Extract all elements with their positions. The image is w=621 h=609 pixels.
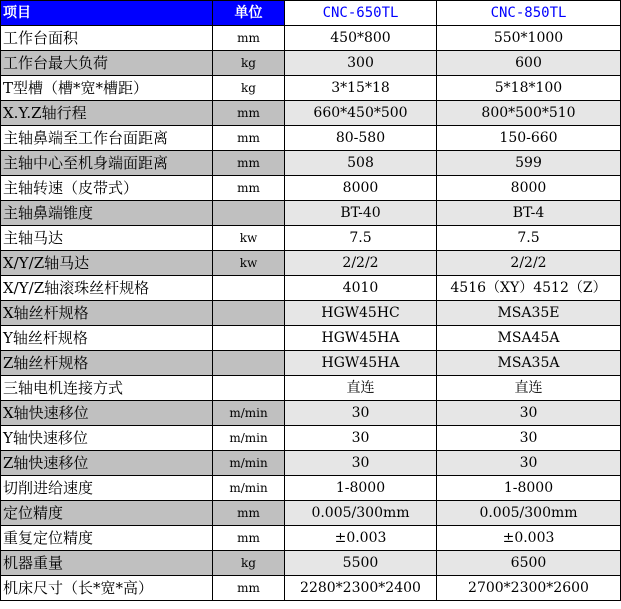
spec-value-a-cell: 80-580 (285, 126, 437, 151)
spec-name-cell: X轴丝杆规格 (1, 301, 213, 326)
spec-unit-cell: kg (213, 76, 285, 101)
spec-unit-cell: m/min (213, 476, 285, 501)
spec-value-b-cell: 7.5 (437, 226, 621, 251)
table-row (1, 226, 621, 251)
header-unit: 单位 (213, 1, 285, 26)
table-row (1, 276, 621, 301)
spec-name-cell: 工作台面积 (1, 26, 213, 51)
table-row (1, 476, 621, 501)
spec-value-a-cell: 508 (285, 151, 437, 176)
spec-value-a-cell: 30 (285, 426, 437, 451)
spec-value-b-cell: 599 (437, 151, 621, 176)
spec-unit-cell: kw (213, 226, 285, 251)
spec-unit-cell (213, 326, 285, 351)
spec-value-b-cell: ±0.003 (437, 526, 621, 551)
spec-value-b-cell: 6500 (437, 551, 621, 576)
spec-name-cell: X.Y.Z轴行程 (1, 101, 213, 126)
spec-value-a-cell: 30 (285, 451, 437, 476)
table-row (1, 201, 621, 226)
table-row (1, 76, 621, 101)
spec-unit-cell: kg (213, 551, 285, 576)
spec-name-cell: Y轴丝杆规格 (1, 326, 213, 351)
spec-table-body (1, 1, 621, 601)
table-row (1, 151, 621, 176)
spec-name-cell: X轴快速移位 (1, 401, 213, 426)
table-row (1, 551, 621, 576)
spec-value-a-cell: 450*800 (285, 26, 437, 51)
spec-value-b-cell: MSA35A (437, 351, 621, 376)
table-row (1, 351, 621, 376)
spec-value-a-cell: HGW45HC (285, 301, 437, 326)
spec-name-cell: X/Y/Z轴马达 (1, 251, 213, 276)
spec-value-b-cell: 2/2/2 (437, 251, 621, 276)
spec-value-b-cell: 30 (437, 451, 621, 476)
spec-unit-cell: m/min (213, 426, 285, 451)
spec-value-a-cell: 5500 (285, 551, 437, 576)
spec-unit-cell (213, 351, 285, 376)
table-row (1, 451, 621, 476)
spec-value-b-cell: 4516（XY）4512（Z） (437, 276, 621, 301)
spec-value-b-cell: 150-660 (437, 126, 621, 151)
table-row (1, 301, 621, 326)
table-row (1, 576, 621, 601)
spec-unit-cell: kw (213, 251, 285, 276)
spec-value-b-cell: 直连 (437, 376, 621, 401)
spec-name-cell: 三轴电机连接方式 (1, 376, 213, 401)
spec-name-cell: 主轴中心至机身端面距离 (1, 151, 213, 176)
spec-value-b-cell: 800*500*510 (437, 101, 621, 126)
header-model-b: CNC-850TL (437, 1, 621, 26)
spec-value-a-cell: 660*450*500 (285, 101, 437, 126)
spec-unit-cell: mm (213, 576, 285, 601)
spec-value-b-cell: 600 (437, 51, 621, 76)
spec-name-cell: 主轴转速（皮带式） (1, 176, 213, 201)
spec-name-cell: 机器重量 (1, 551, 213, 576)
table-row (1, 51, 621, 76)
table-row (1, 126, 621, 151)
table-row (1, 526, 621, 551)
spec-name-cell: X/Y/Z轴滚珠丝杆规格 (1, 276, 213, 301)
spec-value-b-cell: MSA35E (437, 301, 621, 326)
table-row (1, 501, 621, 526)
table-row (1, 426, 621, 451)
spec-value-b-cell: 550*1000 (437, 26, 621, 51)
spec-value-b-cell: 30 (437, 426, 621, 451)
table-row (1, 376, 621, 401)
table-row (1, 26, 621, 51)
spec-name-cell: 切削进给速度 (1, 476, 213, 501)
spec-value-b-cell: 5*18*100 (437, 76, 621, 101)
spec-value-a-cell: 30 (285, 401, 437, 426)
spec-unit-cell: mm (213, 26, 285, 51)
spec-unit-cell: mm (213, 176, 285, 201)
table-row (1, 101, 621, 126)
spec-value-b-cell: 8000 (437, 176, 621, 201)
spec-unit-cell: mm (213, 501, 285, 526)
spec-value-a-cell: 0.005/300mm (285, 501, 437, 526)
spec-value-a-cell: HGW45HA (285, 351, 437, 376)
spec-value-a-cell: 8000 (285, 176, 437, 201)
spec-value-a-cell: 1-8000 (285, 476, 437, 501)
spec-value-b-cell: 0.005/300mm (437, 501, 621, 526)
spec-value-a-cell: 直连 (285, 376, 437, 401)
spec-unit-cell: mm (213, 126, 285, 151)
spec-unit-cell (213, 376, 285, 401)
spec-name-cell: 机床尺寸（长*宽*高） (1, 576, 213, 601)
spec-name-cell: 重复定位精度 (1, 526, 213, 551)
spec-name-cell: 主轴鼻端锥度 (1, 201, 213, 226)
spec-name-cell: T型槽（槽*宽*槽距） (1, 76, 213, 101)
spec-value-a-cell: BT-40 (285, 201, 437, 226)
spec-name-cell: 主轴马达 (1, 226, 213, 251)
spec-unit-cell: m/min (213, 451, 285, 476)
header-model-a: CNC-650TL (285, 1, 437, 26)
table-row (1, 326, 621, 351)
spec-value-b-cell: BT-4 (437, 201, 621, 226)
spec-value-b-cell: 1-8000 (437, 476, 621, 501)
spec-value-a-cell: 7.5 (285, 226, 437, 251)
spec-value-a-cell: 300 (285, 51, 437, 76)
spec-value-a-cell: 3*15*18 (285, 76, 437, 101)
table-row (1, 176, 621, 201)
table-row (1, 401, 621, 426)
spec-name-cell: 主轴鼻端至工作台面距离 (1, 126, 213, 151)
spec-value-a-cell: 2/2/2 (285, 251, 437, 276)
spec-value-a-cell: 4010 (285, 276, 437, 301)
spec-value-a-cell: 2280*2300*2400 (285, 576, 437, 601)
spec-unit-cell (213, 276, 285, 301)
spec-value-b-cell: 2700*2300*2600 (437, 576, 621, 601)
spec-unit-cell: mm (213, 526, 285, 551)
spec-value-b-cell: MSA45A (437, 326, 621, 351)
spec-unit-cell (213, 301, 285, 326)
table-row (1, 251, 621, 276)
spec-unit-cell (213, 201, 285, 226)
header-row (1, 1, 621, 26)
spec-name-cell: Z轴丝杆规格 (1, 351, 213, 376)
header-item: 项目 (1, 1, 213, 26)
spec-value-b-cell: 30 (437, 401, 621, 426)
spec-unit-cell: m/min (213, 401, 285, 426)
spec-unit-cell: mm (213, 151, 285, 176)
spec-name-cell: Y轴快速移位 (1, 426, 213, 451)
spec-name-cell: Z轴快速移位 (1, 451, 213, 476)
spec-value-a-cell: ±0.003 (285, 526, 437, 551)
spec-unit-cell: kg (213, 51, 285, 76)
spec-name-cell: 定位精度 (1, 501, 213, 526)
spec-value-a-cell: HGW45HA (285, 326, 437, 351)
spec-name-cell: 工作台最大负荷 (1, 51, 213, 76)
spec-unit-cell: mm (213, 101, 285, 126)
